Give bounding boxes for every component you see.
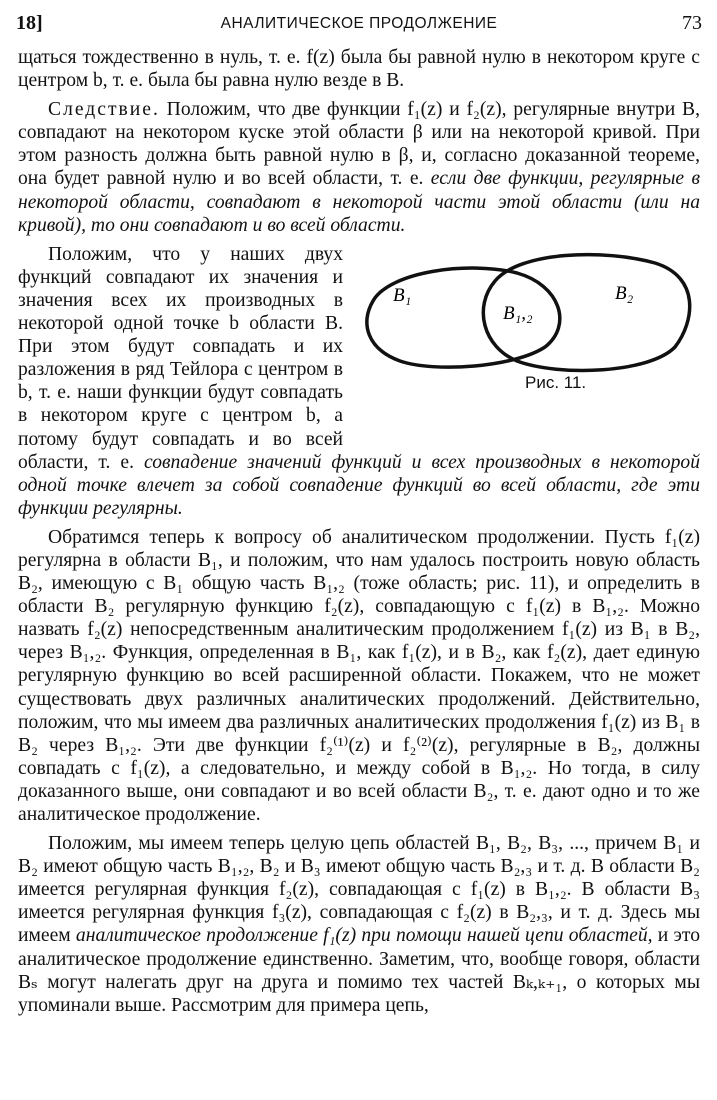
- label-b1: B₁: [393, 284, 412, 306]
- figure-11: [355, 243, 700, 441]
- section-number: 18]: [16, 12, 43, 34]
- overlapping-regions-diagram: [355, 243, 700, 441]
- figure-caption: Рис. 11.: [525, 372, 587, 392]
- corollary-statement: если две функции, регулярные в некоторой области, совпадают в некоторой части этой области (или на кривой), то они совпадают и во всей области.: [18, 168, 700, 236]
- derivatives-statement: совпадение значений функций и всех производных в некоторой одной точке влечет за собой совпадение функций во всей области, где эти функции регулярны.: [18, 451, 700, 519]
- paragraph-derivatives: [18, 243, 700, 520]
- paragraph-analytic-continuation: Обратимся теперь к вопросу об аналитическом продолжении. Пусть f₁(z) регулярна в области B₁, и положим, что нам удалось построить новую область B₂, имеющую с B₁ общую часть B₁,₂ (тоже область; рис. 11), и определить в области B₂ регулярную функцию f₂(z), совпадающую с f₁(z) в B₁,₂. Можно назвать f₂(z) непосредственным аналитическим продолжением f₁(z) из B₁ в B₂, через B₁,₂. Функция, определенная в B₁, как f₁(z), и в B₂, как f₂(z), дает единую регулярную функцию во всей расширенной области. Покажем, что не может существовать двух различных аналитических продолжений. Действительно, положим, что мы имеем два различных аналитических продолжения f₁(z) из B₁ в B₂ через B₁,₂. Эти две функции f₂⁽¹⁾(z) и f₂⁽²⁾(z), регулярные в B₂, должны совпадать с f₁(z), а следовательно, и между собой в B₁,₂. Но тогда, в силу доказанного выше, они совпадают и во всей области B₂, т. е. дают одно и то же аналитическое продолжение.: [18, 526, 700, 825]
- chain-text-end: и это аналитическое продолжение единственно. Заметим, что, вообще говоря, области Bₛ могут налегать друг на друга и помимо тех частей Bₖ,ₖ₊₁, о которых мы упоминали выше. Рассмотрим для примера цепь,: [18, 925, 701, 1016]
- chain-text-start: Положим, мы имеем теперь целую цепь областей B₁, B₂, B₃, ..., причем B₁ и B₂ имеют общую часть B₁,₂, B₂ и B₃ имеют общую часть B₂,₃ и т. д. В области B₂ имеется регулярная функция f₂(z), совпадающая с f₁(z) в B₁,₂. В области B₃ имеется регулярная функция f₃(z), совпадающая с f₂(z) в B₂,₃, и т. д. Здесь мы имеем: [18, 833, 700, 947]
- paragraph-chain-of-regions: [18, 832, 700, 1017]
- chain-definition: аналитическое продолжение f₁(z) при помощи нашей цепи областей,: [75, 925, 653, 947]
- page-header: [16, 10, 702, 36]
- paragraph-corollary: [18, 98, 700, 237]
- page-body: [18, 46, 700, 1023]
- label-b12: B₁,₂: [503, 302, 533, 324]
- running-title: АНАЛИТИЧЕСКОЕ ПРОДОЛЖЕНИЕ: [220, 15, 498, 32]
- paragraph-continuation: щаться тождественно в нуль, т. е. f(z) была бы равной нулю в некотором круге с центром b, т. е. была бы равна нулю везде в B.: [18, 47, 700, 92]
- corollary-text: Положим, что две функции f₁(z) и f₂(z), регулярные внутри B, совпадают на некотором куске этой области β или на некоторой кривой. При этом разность должна быть равной нулю в β, и, согласно доказанной теореме, она будет равной нулю и во всей области, т. е.: [18, 99, 700, 190]
- corollary-heading: Следствие.: [48, 99, 160, 121]
- derivatives-text: Положим, что у наших двух функций совпадают их значения и значения всех их производных в некоторой одной точке b области B. При этом будут совпадать и их разложения в ряд Тейлора с центром в b, т. е. наши функции будут совпадать в некотором круге с центром b, а потому будут совпадать и во всей области, т. е.: [18, 243, 343, 473]
- label-b2: B₂: [615, 282, 634, 304]
- page-number: 73: [682, 12, 702, 34]
